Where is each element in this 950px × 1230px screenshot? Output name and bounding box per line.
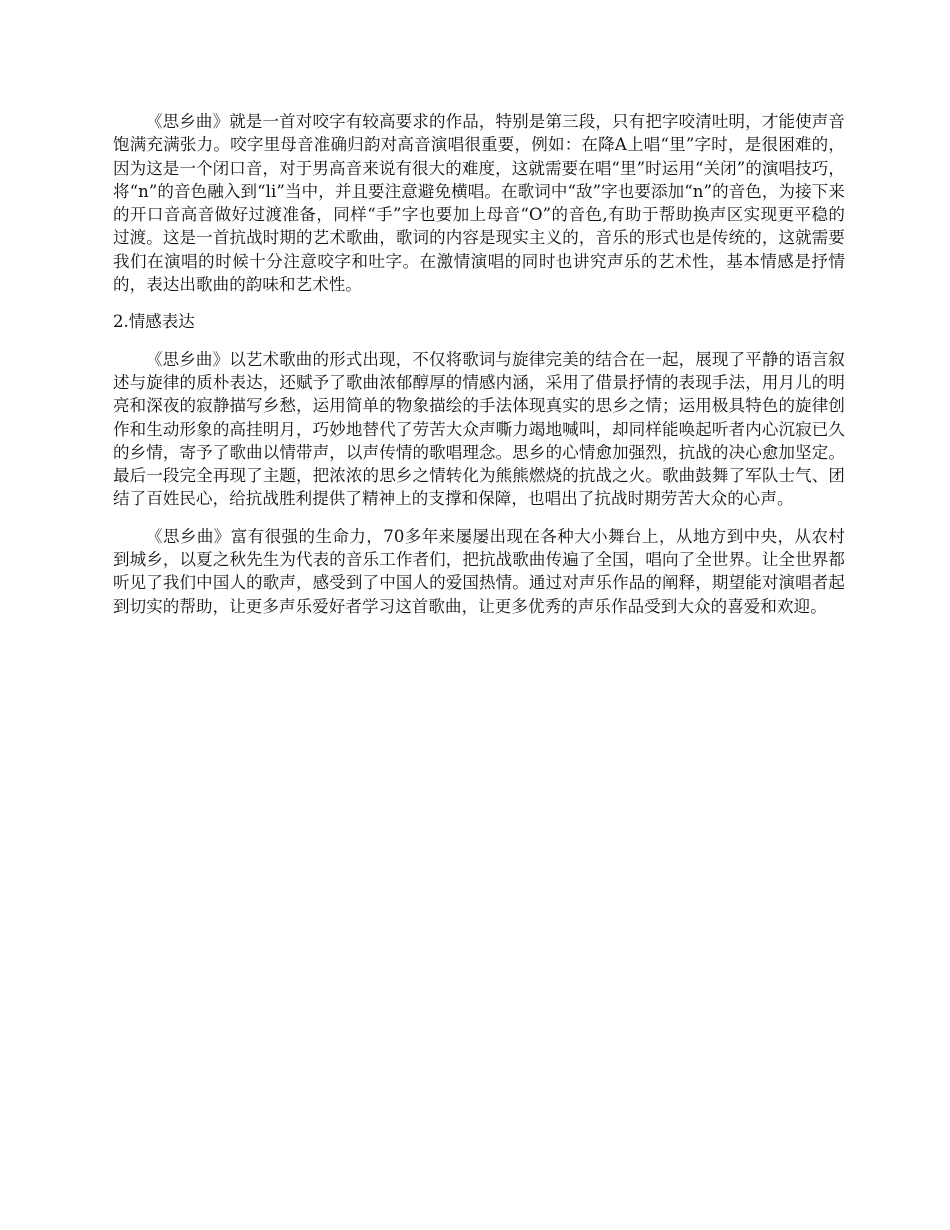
section-heading-emotional-expression: 2.情感表达 <box>113 312 195 332</box>
document-page <box>113 110 845 632</box>
paragraph-emotional-expression: 《思乡曲》以艺术歌曲的形式出现，不仅将歌词与旋律完美的结合在一起，展现了平静的语言叙述与旋律的质朴表达，还赋予了歌曲浓郁醇厚的情感内涵，采用了借景抒情的表现手法，用月儿的明亮和深夜的寂静描写乡愁，运用简单的物象描绘的手法体现真实的思乡之情；运用极具特色的旋律创作和生动形象的高挂明月，巧妙地替代了劳苦大众声嘶力竭地喊叫，却同样能唤起听者内心沉寂已久的乡情，寄予了歌曲以情带声，以声传情的歌唱理念。思乡的心情愈加强烈，抗战的决心愈加坚定。最后一段完全再现了主题，把浓浓的思乡之情转化为熊熊燃烧的抗战之火。歌曲鼓舞了军队士气、团结了百姓民心，给抗战胜利提供了精神上的支撑和保障，也唱出了抗战时期劳苦大众的心声。 <box>113 349 845 509</box>
paragraph-conclusion: 《思乡曲》富有很强的生命力，70多年来屡屡出现在各种大小舞台上，从地方到中央，从农村到城乡，以夏之秋先生为代表的音乐工作者们，把抗战歌曲传遍了全国，唱向了全世界。让全世界都听见了我们中国人的歌声，感受到了中国人的爱国热情。通过对声乐作品的阐释，期望能对演唱者起到切实的帮助，让更多声乐爱好者学习这首歌曲，让更多优秀的声乐作品受到大众的喜爱和欢迎。 <box>113 526 845 616</box>
paragraph-pronunciation: 《思乡曲》就是一首对咬字有较高要求的作品，特别是第三段，只有把字咬清吐明，才能使声音饱满充满张力。咬字里母音准确归韵对高音演唱很重要，例如：在降A上唱“里”字时，是很困难的，因为这是一个闭口音，对于男高音来说有很大的难度，这就需要在唱“里”时运用“关闭”的演唱技巧，将“n”的音色融入到“li”当中，并且要注意避免横唱。在歌词中“敌”字也要添加“n”的音色，为接下来的开口音高音做好过渡准备，同样“手”字也要加上母音“O”的音色,有助于帮助换声区实现更平稳的过渡。这是一首抗战时期的艺术歌曲，歌词的内容是现实主义的，音乐的形式也是传统的，这就需要我们在演唱的时候十分注意咬字和吐字。在激情演唱的同时也讲究声乐的艺术性，基本情感是抒情的，表达出歌曲的韵味和艺术性。 <box>113 112 845 295</box>
